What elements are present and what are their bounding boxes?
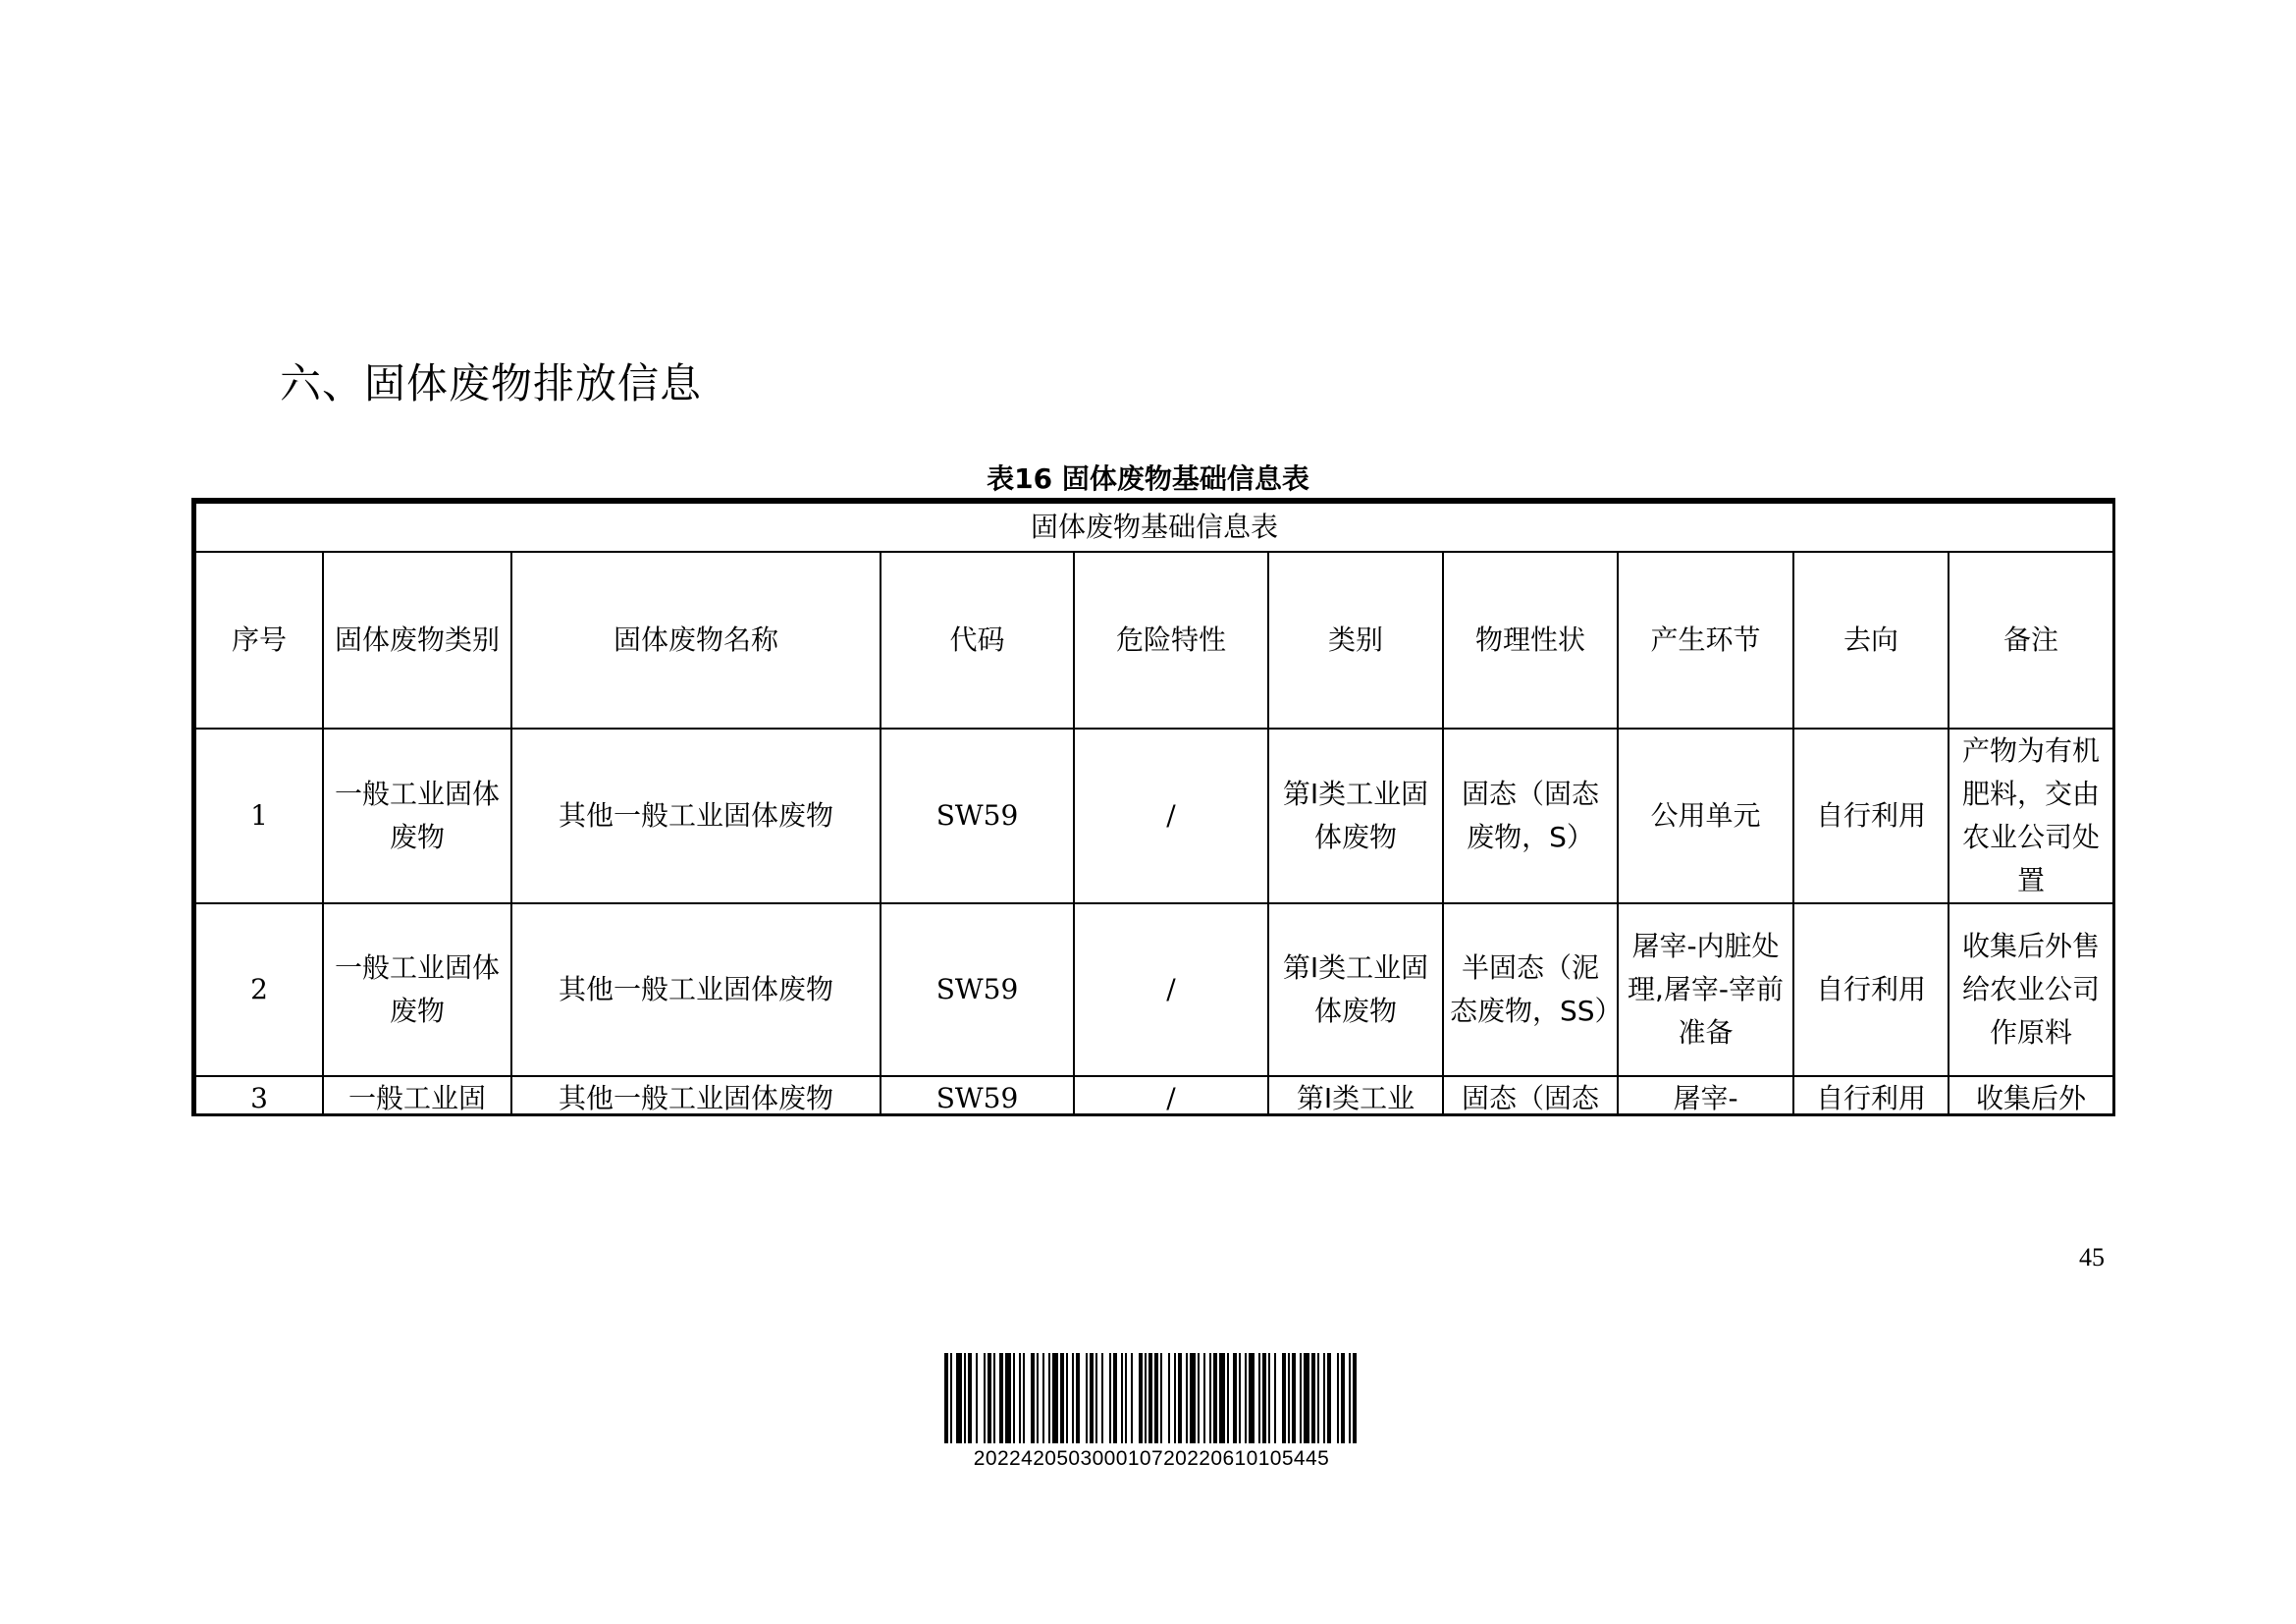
barcode-bar	[976, 1353, 978, 1443]
table-cell: 其他一般工业固体废物	[511, 903, 881, 1076]
column-header: 备注	[1949, 552, 2113, 729]
table-cell: SW59	[881, 729, 1074, 903]
table-cell: 屠宰-内脏处理,屠宰-宰前准备	[1618, 903, 1793, 1076]
table-cell: 自行利用	[1793, 729, 1949, 903]
barcode-bar	[988, 1353, 991, 1443]
barcode-bar	[1227, 1353, 1229, 1443]
table-row	[195, 1076, 2113, 1116]
table-cell: /	[1074, 903, 1268, 1076]
barcode-bar	[1300, 1353, 1302, 1443]
barcode-bar	[1262, 1353, 1266, 1443]
column-header: 物理性状	[1443, 552, 1618, 729]
page-number: 45	[2079, 1243, 2105, 1272]
barcode-bar	[1109, 1353, 1111, 1443]
barcode-bar	[1072, 1353, 1074, 1443]
barcode-bar	[1090, 1353, 1094, 1443]
barcode-bar	[1249, 1353, 1255, 1443]
barcode-bar	[1023, 1353, 1025, 1443]
table-cell: 2	[195, 903, 323, 1076]
column-header: 固体废物名称	[511, 552, 881, 729]
barcode-bar	[1154, 1353, 1158, 1443]
table-cell: 自行利用	[1793, 903, 1949, 1076]
table-cell: /	[1074, 729, 1268, 903]
table-cell: 自行利用	[1793, 1076, 1949, 1116]
barcode-image	[944, 1353, 1359, 1443]
table-cell: 屠宰-	[1618, 1076, 1793, 1116]
column-header: 序号	[195, 552, 323, 729]
barcode-bar	[993, 1353, 995, 1443]
barcode-bar	[1066, 1353, 1068, 1443]
barcode-bar	[1317, 1353, 1319, 1443]
barcode-bar	[1219, 1353, 1225, 1443]
barcode-bar	[1233, 1353, 1237, 1443]
column-header: 危险特性	[1074, 552, 1268, 729]
barcode-bar	[1031, 1353, 1035, 1443]
barcode-bar	[1160, 1353, 1162, 1443]
barcode-bar	[1190, 1353, 1196, 1443]
barcode-bar	[1282, 1353, 1286, 1443]
barcode-bar	[1095, 1353, 1097, 1443]
table-cell: SW59	[881, 903, 1074, 1076]
table-cell: 第Ⅰ类工业固体废物	[1268, 729, 1443, 903]
barcode-bar	[1209, 1353, 1211, 1443]
table-cell: 产物为有机肥料，交由农业公司处置	[1949, 729, 2113, 903]
barcode-bar	[1037, 1353, 1039, 1443]
barcode-bar	[1213, 1353, 1217, 1443]
table-cell: 其他一般工业固体废物	[511, 1076, 881, 1116]
barcode-bar	[1048, 1353, 1050, 1443]
column-header: 去向	[1793, 552, 1949, 729]
barcode-bar	[950, 1353, 952, 1443]
table-cell: 半固态（泥态废物，SS）	[1443, 903, 1618, 1076]
barcode-bar	[1131, 1353, 1133, 1443]
table-cell: 固态（固态废物，S）	[1443, 729, 1618, 903]
table-cell: 一般工业固体废物	[323, 903, 511, 1076]
barcode-bar	[1292, 1353, 1296, 1443]
barcode-bar	[1274, 1353, 1276, 1443]
table-caption: 表16 固体废物基础信息表	[987, 462, 1309, 495]
barcode-bar	[1323, 1353, 1325, 1443]
barcode-bar	[1288, 1353, 1290, 1443]
barcode-bar	[1174, 1353, 1176, 1443]
barcode-bar	[1076, 1353, 1080, 1443]
barcode-bar	[999, 1353, 1003, 1443]
barcode-bar	[1086, 1353, 1088, 1443]
table-cell: 第Ⅰ类工业固体废物	[1268, 903, 1443, 1076]
barcode-bar	[1005, 1353, 1011, 1443]
barcode-bar	[1178, 1353, 1182, 1443]
barcode-number: 20224205030001072022061010544​5	[973, 1447, 1330, 1470]
barcode-bar	[1186, 1353, 1188, 1443]
table-cell: 收集后外售给农业公司作原料	[1949, 903, 2113, 1076]
barcode-bar	[1304, 1353, 1309, 1443]
table-row	[195, 729, 2113, 903]
table-cell: SW59	[881, 1076, 1074, 1116]
barcode-bar	[1268, 1353, 1270, 1443]
section-title: 六、固体废物排放信息	[280, 359, 703, 407]
column-header: 类别	[1268, 552, 1443, 729]
table-banner: 固体废物基础信息表	[195, 503, 2113, 552]
barcode-bar	[1327, 1353, 1331, 1443]
table-cell: 固态（固态	[1443, 1076, 1618, 1116]
barcode-bar	[1125, 1353, 1127, 1443]
barcode-bar	[1203, 1353, 1205, 1443]
barcode-bar	[1148, 1353, 1152, 1443]
barcode-bar	[1337, 1353, 1339, 1443]
table-cell: 3	[195, 1076, 323, 1116]
table-cell: 其他一般工业固体废物	[511, 729, 881, 903]
barcode-bar	[944, 1353, 948, 1443]
barcode-bar	[964, 1353, 966, 1443]
table-row	[195, 903, 2113, 1076]
barcode-bar	[1019, 1353, 1021, 1443]
barcode-bar	[968, 1353, 972, 1443]
solid-waste-info-table	[194, 502, 2114, 1116]
table-cell: 1	[195, 729, 323, 903]
barcode-bar	[1101, 1353, 1103, 1443]
solid-waste-table-container	[191, 498, 2115, 1116]
barcode-bar	[1245, 1353, 1247, 1443]
table-cell: /	[1074, 1076, 1268, 1116]
barcode-bar	[1139, 1353, 1143, 1443]
barcode-bar	[1349, 1353, 1351, 1443]
column-header: 代码	[881, 552, 1074, 729]
barcode-bar	[1113, 1353, 1117, 1443]
table-cell: 公用单元	[1618, 729, 1793, 903]
barcode-bar	[1311, 1353, 1315, 1443]
column-header: 固体废物类别	[323, 552, 511, 729]
barcode-bar	[956, 1353, 962, 1443]
column-header: 产生环节	[1618, 552, 1793, 729]
barcode-bar	[1052, 1353, 1058, 1443]
barcode-bar	[1121, 1353, 1123, 1443]
table-cell: 收集后外	[1949, 1076, 2113, 1116]
barcode-bar	[1145, 1353, 1147, 1443]
barcode-bar	[1168, 1353, 1170, 1443]
barcode-bar	[1258, 1353, 1260, 1443]
barcode-bar	[1042, 1353, 1044, 1443]
barcode-bar	[1239, 1353, 1241, 1443]
barcode-bar	[1353, 1353, 1357, 1443]
barcode-bar	[1060, 1353, 1064, 1443]
barcode-bar	[1198, 1353, 1200, 1443]
table-cell: 第Ⅰ类工业	[1268, 1076, 1443, 1116]
table-cell: 一般工业固	[323, 1076, 511, 1116]
barcode-bar	[1013, 1353, 1015, 1443]
barcode-bar	[984, 1353, 986, 1443]
table-cell: 一般工业固体废物	[323, 729, 511, 903]
barcode-bar	[1341, 1353, 1345, 1443]
